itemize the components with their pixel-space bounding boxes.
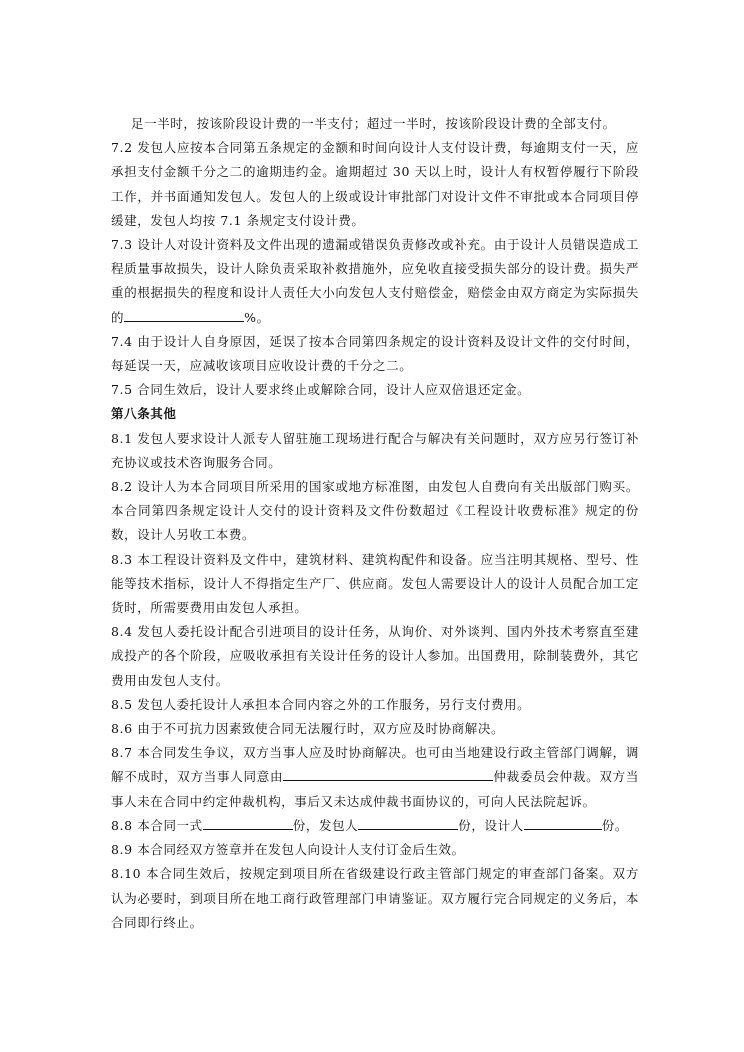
clause-8-7 (111, 741, 639, 814)
clause-8-5: 8.5 发包人委托设计人承担本合同内容之外的工作服务，另行支付费用。 (111, 696, 531, 712)
clause-8-4: 8.4 发包人委托设计配合引进项目的设计任务，从询价、对外谈判、国内外技术考察直至建成投产的各个阶段，应吸收承担有关设计任务的设计人参加。出国费用，除制装费外，其它费用由发包人支付。 (111, 624, 639, 688)
clause-7-3 (111, 233, 639, 330)
clause-8-8 (111, 814, 639, 838)
party-a-copies-blank (358, 815, 458, 830)
clause-7-3-suffix: %。 (244, 309, 270, 325)
clause-7-4: 7.4 由于设计人自身原因，延误了按本合同第四条规定的设计资料及设计文件的交付时间，每延误一天，应减收该项目应收设计费的千分之二。 (111, 333, 639, 374)
clause-8-7-suffix: 仲裁委员会仲裁。双方当事人未在合同中约定仲裁机构，事后又未达成仲裁书面协议的，可向人民法院起诉。 (111, 769, 639, 809)
clause-8-8-party-b: 份，设计人 (458, 817, 524, 833)
clause-8-10: 8.10 本合同生效后，按规定到项目所在省级建设行政主管部门规定的审查部门备案。双方认为必要时，到项目所在地工商行政管理部门申请鉴证。双方履行完合同规定的义务后，本合同即行终止。 (111, 866, 639, 930)
clause-8-7-text: 8.7 本合同发生争议，双方当事人应及时协商解决。也可由当地建设行政主管部门调解，调解不成时，双方当事人同意由 (111, 745, 639, 785)
clause-8-9: 8.9 本合同经双方签章并在发包人向设计人支付订金后生效。 (111, 842, 465, 858)
clause-7-3-text: 7.3 设计人对设计资料及文件出现的遗漏或错误负责修改或补充。由于设计人员错误造成工程质量事故损失，设计人除负责采取补救措施外，应免收直接受损失部分的设计费。损失严重的根据损失的程度和设计人责任大小向发包人支付赔偿金，赔偿金由双方商定为实际损失的 (111, 237, 639, 325)
section-heading-article-8: 第八条其他 (111, 406, 177, 422)
clause-8-6: 8.6 由于不可抗力因素致使合同无法履行时，双方应及时协商解决。 (111, 721, 505, 737)
document-body (111, 112, 639, 935)
arbitration-committee-blank (283, 766, 493, 781)
clause-7-5: 7.5 合同生效后，设计人要求终止或解除合同，设计人应双倍退还定金。 (111, 382, 531, 398)
compensation-ratio-blank (124, 307, 244, 322)
total-copies-blank (203, 815, 293, 830)
clause-8-8-suffix: 份。 (601, 817, 628, 833)
clause-7-2: 7.2 发包人应按本合同第五条规定的金额和时间向设计人支付设计费，每逾期支付一天，应承担支付金额千分之二的逾期违约金。逾期超过 30 天以上时，设计人有权暂停履行下阶段工作，并书面通知发包人。发包人的上级或设计审批部门对设计文件不审批或本合同项目停缓建，发包人均按 7.1 条规定支付设计费。 (111, 140, 639, 228)
clause-8-2: 8.2 设计人为本合同项目所采用的国家或地方标准图，由发包人自费向有关出版部门购买。本合同第四条规定设计人交付的设计资料及文件份数超过《工程设计收费标准》规定的份数，设计人另收工本费。 (111, 479, 639, 543)
party-b-copies-blank (524, 815, 602, 830)
paragraph-continuation: 足一半时，按该阶段设计费的一半支付；超过一半时，按该阶段设计费的全部支付。 (131, 116, 616, 131)
clause-8-1: 8.1 发包人要求设计人派专人留驻施工现场进行配合与解决有关问题时，双方应另行签订补充协议或技术咨询服务合同。 (111, 430, 639, 470)
clause-8-3: 8.3 本工程设计资料及文件中，建筑材料、建筑构配件和设备。应当注明其规格、型号、性能等技术指标，设计人不得指定生产厂、供应商。发包人需要设计人的设计人员配合加工定货时，所需要费用由发包人承担。 (111, 551, 639, 616)
clause-8-8-party-a: 份，发包人 (292, 817, 359, 833)
clause-8-8-text: 8.8 本合同一式 (111, 817, 203, 833)
